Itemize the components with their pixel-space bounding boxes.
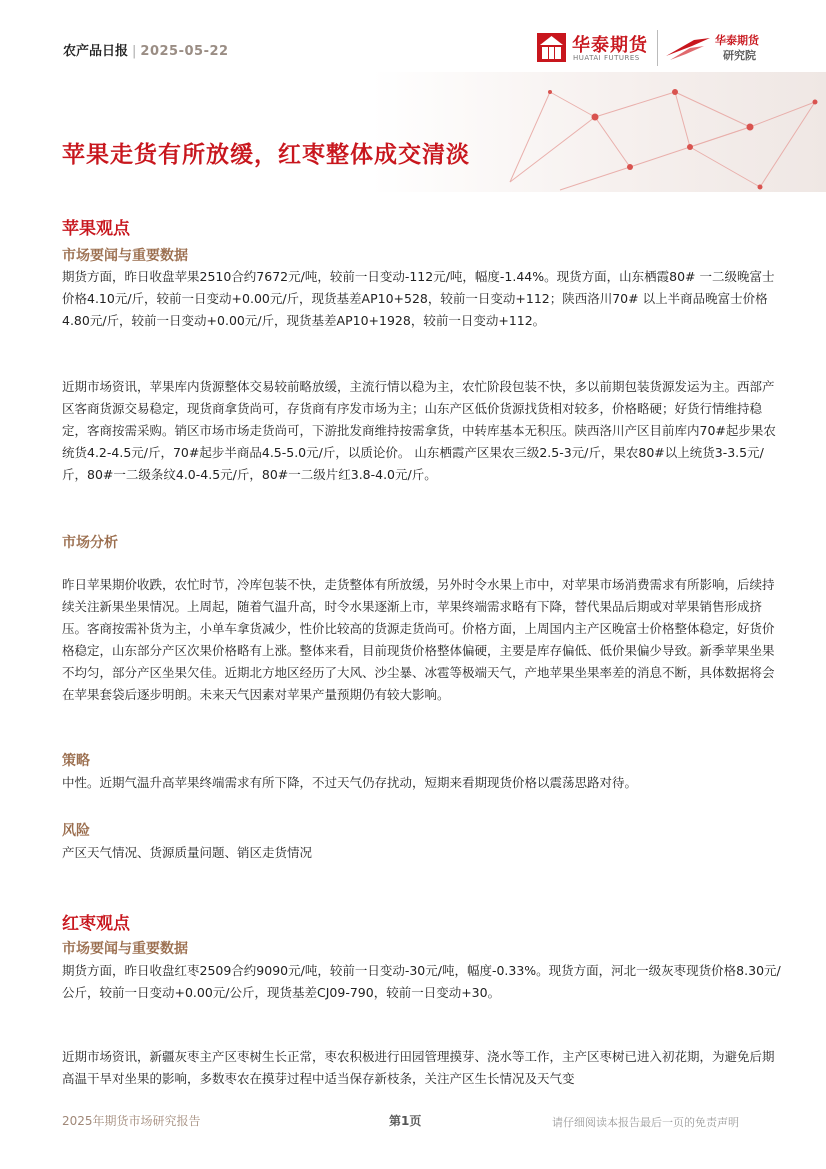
report-meta — [63, 40, 229, 59]
apple-news-market: 近期市场资讯，苹果库内货源整体交易较前略放缓，主流行情以稳为主，农忙阶段包装不快，多以前期包装货源发运为主。西部产区客商货源交易稳定，现货商拿货尚可，存货商有序发市场为主；山东产区低价货源找货相对较多，价格略硬；好货行情维持稳定，客商按需采购。销区市场市场走货尚可，下游批发商维持按需拿货，中转库基本无积压。陕西洛川产区目前库内70#起步果农统货4.2-4.5元/斤，70#起步半商品4.5-5.0元/斤，以质论价。 山东栖霞产区果农三级2.5-3元/斤，果农80#以上统货3-3.5元/斤，80#一二级条纹4.0-4.5元/斤，80#一二级片红3.8-4.0元/斤。 — [62, 379, 776, 482]
report-date: 2025-05-22 — [140, 44, 229, 59]
apple-analysis-title: 市场分析 — [62, 535, 118, 551]
apple-risk-text: 产区天气情况、货源质量问题、销区走货情况 — [62, 845, 313, 860]
apple-strategy-text: 中性。近期气温升高苹果终端需求有所下降，不过天气仍存扰动，短期来看期现货价格以震荡思路对待。 — [62, 775, 638, 790]
apple-news-futures: 期货方面，昨日收盘苹果2510合约7672元/吨，较前一日变动-112元/吨，幅度-1.44%。现货方面，山东栖霞80# 一二级晚富士价格4.10元/斤，较前一日变动+0.00元/斤，现货基差AP10+528，较前一日变动+112；陕西洛川70# 以上半商品晚富士价格4.80元/斤，较前一日变动+0.00元/斤，现货基差AP10+1928，较前一日变动+112。 — [62, 269, 775, 328]
institute-name-line1: 华泰期货 — [715, 34, 759, 47]
apple-risk-title: 风险 — [62, 823, 90, 839]
title-banner — [0, 72, 826, 192]
logo-divider — [657, 30, 658, 66]
institute-logo-icon — [664, 34, 712, 62]
brand-name-cn: 华泰期货 — [572, 35, 648, 56]
jujube-news-futures: 期货方面，昨日收盘红枣2509合约9090元/吨，较前一日变动-30元/吨，幅度-0.33%。现货方面，河北一级灰枣现货价格8.30元/公斤，较前一日变动+0.00元/公斤，现货基差CJ09-790，较前一日变动+30。 — [62, 963, 781, 1000]
jujube-news-title: 市场要闻与重要数据 — [62, 941, 188, 957]
page-header — [0, 0, 826, 72]
network-decoration — [420, 72, 826, 192]
footer-disclaimer-note: 请仔细阅读本报告最后一页的免责声明 — [552, 1116, 739, 1129]
report-type: 农产品日报 — [63, 44, 129, 59]
jujube-section-title: 红枣观点 — [62, 914, 130, 934]
page-number: 第1页 — [389, 1114, 422, 1128]
institute-name-line2: 研究院 — [723, 49, 756, 62]
apple-news-title: 市场要闻与重要数据 — [62, 248, 188, 264]
footer-report-name: 2025年期货市场研究报告 — [62, 1114, 201, 1128]
apple-section-title: 苹果观点 — [62, 219, 130, 239]
apple-strategy-title: 策略 — [62, 753, 90, 769]
brand-name-en: HUATAI FUTURES — [573, 54, 640, 62]
apple-analysis-text: 昨日苹果期价收跌，农忙时节，冷库包装不快，走货整体有所放缓，另外时令水果上市中，对苹果市场消费需求有所影响，后续持续关注新果坐果情况。上周起，随着气温升高，时令水果逐渐上市，苹果终端需求略有下降，替代果品后期或对苹果销售形成挤压。客商按需补货为主，小单车拿货减少，性价比较高的货源走货尚可。价格方面，上周国内主产区晚富士价格整体稳定，好货价格稳定，山东部分产区次果价格略有上涨。整体来看，目前现货价格整体偏硬，主要是库存偏低、低价果偏少导致。新季苹果坐果不均匀，部分产区坐果欠佳。近期北方地区经历了大风、沙尘暴、冰雹等极端天气，产地苹果坐果率差的消息不断，具体数据将会在苹果套袋后逐步明朗。未来天气因素对苹果产量预期仍有较大影响。 — [62, 577, 775, 702]
header-separator: | — [132, 44, 137, 59]
report-title: 苹果走货有所放缓，红枣整体成交清淡 — [62, 142, 470, 168]
jujube-news-market: 近期市场资讯，新疆灰枣主产区枣树生长正常，枣农积极进行田园管理摸芽、浇水等工作，主产区枣树已进入初花期，为避免后期高温干旱对坐果的影响，多数枣农在摸芽过程中适当保存新枝条，关注产区生长情况及天气变 — [62, 1049, 775, 1086]
huatai-logo-icon — [537, 33, 566, 62]
